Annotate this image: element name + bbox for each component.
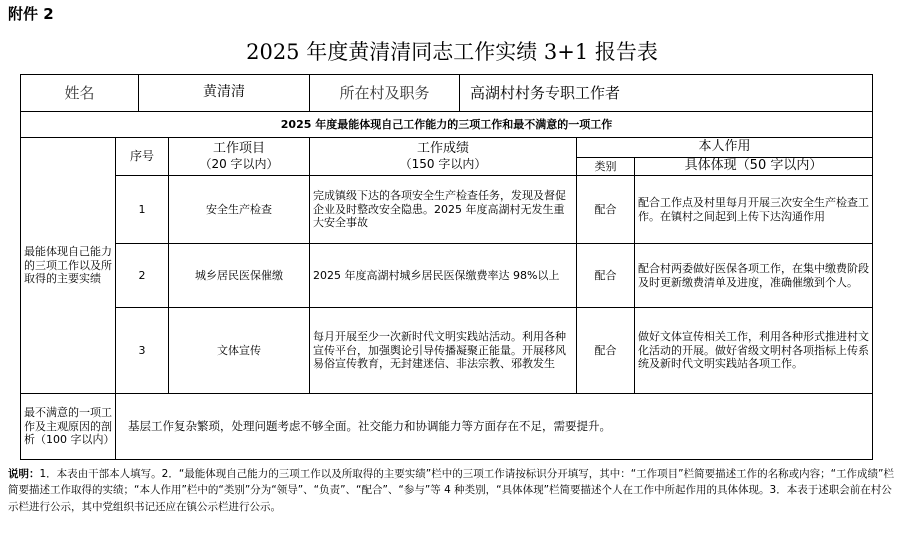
post-value: 高湖村村务专职工作者 [460,75,873,112]
unsatisfied-row [21,394,873,460]
col-seq-header: 序号 [116,138,169,176]
col-project-header [169,138,310,176]
row-project: 安全生产检查 [169,176,310,244]
unsatisfied-text: 基层工作复杂繁琐，处理问题考虑不够全面。社交能力和协调能力等方面存在不足，需要提升。 [116,394,873,460]
table-row [21,244,873,308]
row-seq: 2 [116,244,169,308]
name-label: 姓名 [21,75,139,112]
table-row [21,308,873,394]
row-role-type: 配合 [577,176,635,244]
section-row [21,112,873,138]
col-role-type-header: 类别 [577,158,635,176]
section-title: 2025 年度最能体现自己工作能力的三项工作和最不满意的一项工作 [21,112,873,138]
row-role-detail: 配合村两委做好医保各项工作，在集中缴费阶段及时更新缴费清单及进度，准确催缴到个人。 [635,244,873,308]
footnote [8,466,896,515]
row-seq: 1 [116,176,169,244]
row-results: 2025 年度高湖村城乡居民医保缴费率达 98%以上 [310,244,577,308]
post-label: 所在村及职务 [310,75,460,112]
annex-label: 附件 2 [8,5,54,23]
row-seq: 3 [116,308,169,394]
row-project: 文体宣传 [169,308,310,394]
row-project: 城乡居民医保催缴 [169,244,310,308]
footnote-text: 1．本表由干部本人填写。2．“最能体现自己能力的三项工作以及所取得的主要实绩”栏中的三项工作请按标识分开填写，其中：“工作项目”栏简要描述工作的名称或内容；“工作成绩”栏简要描述工作取得的实绩；“本人作用”栏中的“类别”分为“领导”、“负责”、“配合”、“参与”等 4 种类别，“具体体现”栏简要描述个人在工作中所起作用的具体体现。3．本表于述职会前在村公示栏进行公示，其中党组织书记还应在镇公示栏进行公示。 [8,468,894,513]
col-project-note: （20 字以内） [199,157,279,172]
col-results-header [310,138,577,176]
column-header-row-1 [21,138,873,158]
row-role-detail: 配合工作点及村里每月开展三次安全生产检查工作。在镇村之间起到上传下达沟通作用 [635,176,873,244]
header-row [21,75,873,112]
col-results-title: 工作成绩 [417,140,470,156]
row-results: 完成镇级下达的各项安全生产检查任务，发现及督促企业及时整改安全隐患。2025 年度高湖村无发生重大安全事故 [310,176,577,244]
footnote-prefix: 说明： [8,468,40,480]
col-project-title: 工作项目 [213,140,266,156]
report-table [20,74,873,460]
unsatisfied-label: 最不满意的一项工作及主观原因的剖析（100 字以内） [21,394,116,460]
page-title: 2025 年度黄清清同志工作实绩 3+1 报告表 [246,40,658,64]
row-results: 每月开展至少一次新时代文明实践站活动。利用各种宣传平台，加强舆论引导传播凝聚正能量。开展移风易俗宣传教育，无封建迷信、非法宗教、邪教发生 [310,308,577,394]
row-role-detail: 做好文体宣传相关工作，利用各种形式推进村文化活动的开展。做好省级文明村各项指标上传系统及新时代文明实践站各项工作。 [635,308,873,394]
table-row [21,176,873,244]
col-role-header: 本人作用 [577,138,873,158]
row-role-type: 配合 [577,308,635,394]
name-value: 黄清清 [139,75,310,112]
row-role-type: 配合 [577,244,635,308]
group-label: 最能体现自己能力的三项工作以及所取得的主要实绩 [21,138,116,394]
col-results-note: （150 字以内） [399,157,487,172]
col-role-detail-header: 具体体现（50 字以内） [635,158,873,176]
